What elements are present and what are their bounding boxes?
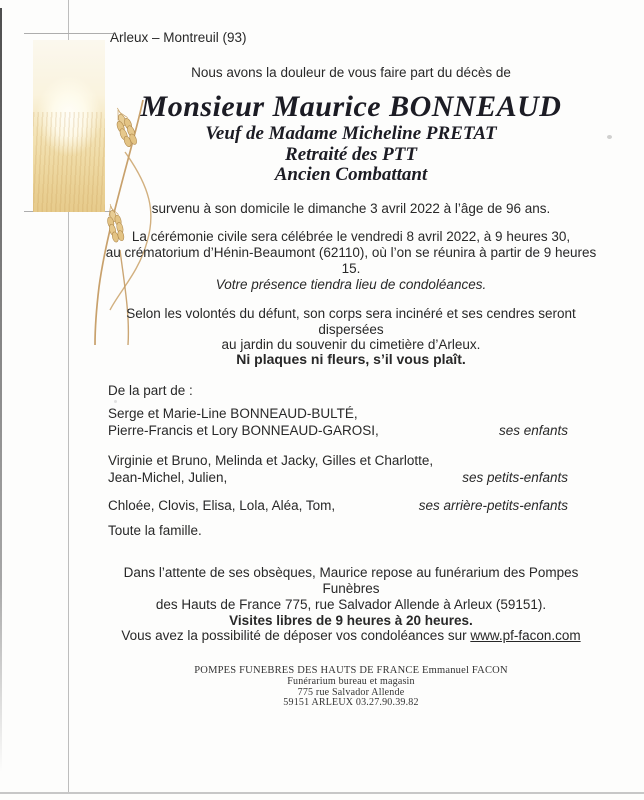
footer-street-line: 775 rue Salvador Allende bbox=[297, 686, 405, 698]
great-grandchildren-names: Chloée, Clovis, Elisa, Lola, Aléa, Tom, bbox=[108, 498, 336, 513]
deceased-subtitles bbox=[104, 124, 598, 186]
condolences-website-link[interactable]: www.pf-facon.com bbox=[470, 628, 581, 643]
family-group-children bbox=[108, 405, 568, 439]
wishes-line2: au jardin du souvenir du cimetière d’Arleux. bbox=[221, 337, 481, 352]
relation-label-great-grandchildren: ses arrière-petits-enfants bbox=[418, 498, 568, 513]
last-wishes bbox=[104, 306, 598, 353]
ceremony-details bbox=[104, 229, 598, 277]
children-names-line2: Pierre-Francis et Lory BONNEAUD-GAROSI, bbox=[108, 423, 379, 438]
footer-office-line: Funérarium bureau et magasin bbox=[287, 675, 415, 687]
subtitle-retired: Retraité des PTT bbox=[285, 143, 417, 165]
children-names-line1: Serge et Marie-Line BONNEAUD-BULTÉ, bbox=[108, 406, 358, 421]
family-group-great-grandchildren bbox=[108, 497, 568, 514]
scan-artifact-dot bbox=[114, 400, 117, 403]
footer-city-phone-line: 59151 ARLEUX 03.27.90.39.82 bbox=[283, 697, 419, 709]
presence-line: Votre présence tiendra lieu de condoléances. bbox=[215, 277, 487, 292]
wishes-line1: Selon les volontés du défunt, son corps sera incinéré et ses cendres seront dispersées bbox=[126, 306, 576, 337]
family-group-grandchildren bbox=[108, 452, 568, 486]
death-details-line: survenu à son domicile le dimanche 3 avril 2022 à l’âge de 96 ans. bbox=[151, 201, 551, 216]
no-flowers-line: Ni plaques ni fleurs, s’il vous plaît. bbox=[236, 351, 466, 367]
subtitle-widower: Veuf de Madame Micheline PRETAT bbox=[205, 123, 497, 144]
subtitle-veteran: Ancien Combattant bbox=[274, 164, 428, 185]
notice-line1: Dans l’attente de ses obsèques, Maurice repose au funérarium des Pompes Funèbres bbox=[123, 565, 579, 596]
grandchildren-names-line1: Virginie et Bruno, Melinda et Jacky, Gilles et Charlotte, bbox=[108, 453, 434, 468]
region-header: Arleux – Montreuil (93) bbox=[110, 30, 247, 45]
grandchildren-names-line2: Jean-Michel, Julien, bbox=[108, 470, 228, 485]
relation-label-children: ses enfants bbox=[498, 423, 568, 438]
intro-line: Nous avons la douleur de vous faire part du décès de bbox=[191, 65, 511, 80]
family-closing: Toute la famille. bbox=[108, 523, 202, 538]
footer-company-line: POMPES FUNEBRES DES HAUTS DE FRANCE Emmanuel FACON bbox=[194, 665, 508, 676]
deceased-name-title: Monsieur Maurice BONNEAUD bbox=[140, 90, 562, 123]
condolences-line bbox=[104, 628, 598, 644]
family-heading: De la part de : bbox=[108, 383, 193, 398]
condolences-text: Vous avez la possibilité de déposer vos condoléances sur bbox=[121, 628, 471, 643]
page-left-edge-line bbox=[0, 8, 2, 772]
funeral-home-notice bbox=[104, 565, 598, 629]
bottom-page-rule bbox=[0, 792, 644, 794]
ceremony-line2: au crématorium d’Hénin-Beaumont (62110), où l’on se réunira à partir de 9 heures 15. bbox=[105, 245, 597, 276]
visiting-hours-line: Visites libres de 9 heures à 20 heures. bbox=[229, 613, 473, 628]
notice-line2: des Hauts de France 775, rue Salvador Allende à Arleux (59151). bbox=[155, 597, 547, 612]
funeral-home-footer bbox=[104, 666, 598, 709]
ceremony-line1: La cérémonie civile sera célébrée le vendredi 8 avril 2022, à 9 heures 30, bbox=[131, 229, 571, 244]
scan-artifact-dot bbox=[607, 135, 612, 139]
top-short-rule bbox=[24, 33, 113, 34]
relation-label-grandchildren: ses petits-enfants bbox=[462, 470, 568, 485]
